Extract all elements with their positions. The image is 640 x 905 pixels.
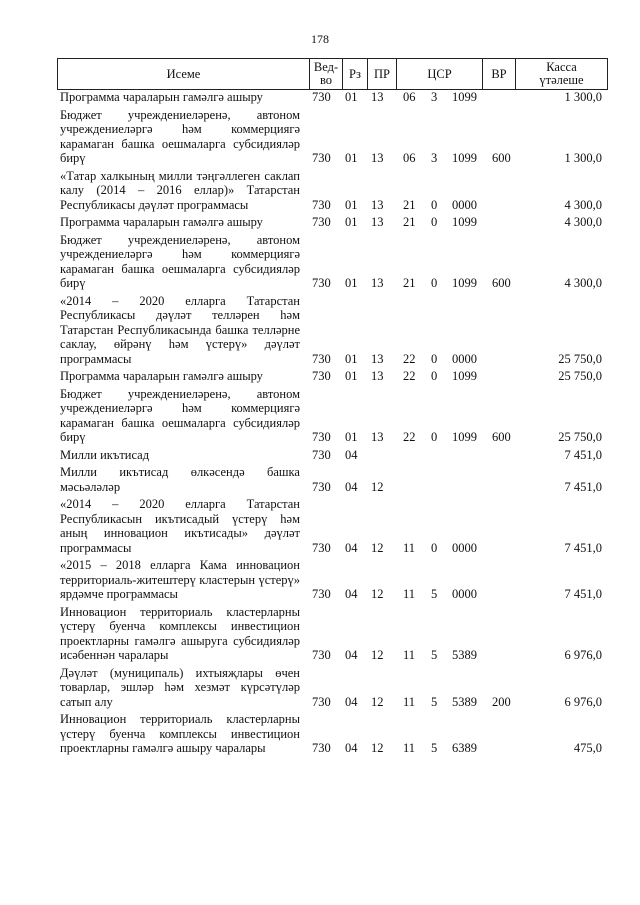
row-csr1: 21 xyxy=(403,197,416,212)
table-row xyxy=(60,90,608,105)
header-rz: Рз xyxy=(342,59,367,89)
row-rz: 01 xyxy=(345,151,358,165)
row-csr1: 11 xyxy=(403,540,416,555)
row-name: «Татар халкының милли тәңгәллеген саклап калу (2014 – 2016 еллар)» Татарстан Республикасы дәүләт программасы xyxy=(60,168,300,212)
row-rz: 01 xyxy=(345,369,358,383)
header-kassa: Касса үтәлеше xyxy=(515,59,607,89)
row-csr2: 0 xyxy=(431,351,438,366)
table-body xyxy=(60,90,608,759)
row-csr3: 1099 xyxy=(452,215,477,229)
row-ved: 730 xyxy=(312,197,331,212)
row-ved: 730 xyxy=(312,587,331,601)
row-rz: 04 xyxy=(345,741,358,755)
row-amount: 4 300,0 xyxy=(564,215,602,229)
table-row xyxy=(60,497,608,555)
table-row xyxy=(60,294,608,367)
row-csr2: 0 xyxy=(431,430,438,444)
row-vr: 600 xyxy=(492,151,511,165)
table-row xyxy=(60,558,608,602)
row-csr3: 6389 xyxy=(452,741,477,755)
table-row xyxy=(60,712,608,756)
table-row xyxy=(60,666,608,710)
row-ved: 730 xyxy=(312,430,331,444)
row-ved: 730 xyxy=(312,151,331,165)
header-ved: Вед- во xyxy=(309,59,342,89)
row-rz: 04 xyxy=(345,447,358,462)
row-csr2: 5 xyxy=(431,648,438,662)
row-pr: 12 xyxy=(371,540,384,555)
table-row xyxy=(60,108,608,166)
row-vr: 600 xyxy=(492,430,511,444)
row-csr1: 21 xyxy=(403,276,416,290)
table-row xyxy=(60,605,608,663)
table-row xyxy=(60,448,608,463)
row-rz: 01 xyxy=(345,351,358,366)
row-csr1: 06 xyxy=(403,151,416,165)
row-rz: 04 xyxy=(345,540,358,555)
row-csr3: 5389 xyxy=(452,694,477,709)
row-amount: 25 750,0 xyxy=(558,351,602,366)
row-rz: 01 xyxy=(345,430,358,444)
row-amount: 1 300,0 xyxy=(564,151,602,165)
row-amount: 6 976,0 xyxy=(564,648,602,662)
row-amount: 7 451,0 xyxy=(564,540,602,555)
row-name: Программа чараларын гамәлгә ашыру xyxy=(60,90,263,104)
row-csr2: 0 xyxy=(431,540,438,555)
row-pr: 13 xyxy=(371,215,384,229)
row-name: Дәүләт (муниципаль) ихтыяҗлары өчен товарлар, эшләр һәм хезмәт күрсәтүләр сатып алу xyxy=(60,665,300,709)
row-pr: 13 xyxy=(371,90,384,104)
row-csr2: 3 xyxy=(431,90,438,104)
row-ved: 730 xyxy=(312,694,331,709)
row-rz: 01 xyxy=(345,197,358,212)
row-csr3: 5389 xyxy=(452,648,477,662)
page-number: 178 xyxy=(311,32,329,46)
row-pr: 12 xyxy=(371,479,384,494)
header-name: Исеме xyxy=(166,66,201,81)
row-rz: 01 xyxy=(345,276,358,290)
row-csr2: 0 xyxy=(431,369,438,383)
row-csr3: 1099 xyxy=(452,369,477,383)
row-ved: 730 xyxy=(312,741,331,755)
row-csr1: 11 xyxy=(403,648,416,662)
row-name: Милли икътисад xyxy=(60,447,150,462)
row-amount: 4 300,0 xyxy=(564,276,602,290)
row-pr: 13 xyxy=(371,151,384,165)
row-csr1: 11 xyxy=(403,694,416,709)
row-ved: 730 xyxy=(312,90,331,104)
row-csr2: 5 xyxy=(431,694,438,709)
row-csr1: 22 xyxy=(403,369,416,383)
row-ved: 730 xyxy=(312,351,331,366)
row-csr2: 5 xyxy=(431,587,438,601)
row-csr3: 1099 xyxy=(452,430,477,444)
row-csr2: 3 xyxy=(431,151,438,165)
row-csr3: 0000 xyxy=(452,540,477,555)
table-header xyxy=(57,58,608,90)
row-csr2: 0 xyxy=(431,215,438,229)
row-name: «2014 – 2020 елларга Татарстан Республикасын икътисадый үстерү һәм аның инновацион икътисады» дәүләт программасы xyxy=(60,497,300,555)
row-ved: 730 xyxy=(312,447,331,462)
table-row xyxy=(60,369,608,384)
header-pr: ПР xyxy=(367,59,396,89)
header-csr: ЦСР xyxy=(396,59,482,89)
row-csr1: 06 xyxy=(403,90,416,104)
row-name: Бюджет учреждениеләренә, автоном учреждениеләргә һәм коммерциягә карамаган башка оешмаларга субсидияләр бирү xyxy=(60,107,300,165)
row-name: «2014 – 2020 елларга Татарстан Республикасы дәүләт телләрен һәм Татарстан Республикасында башка телләрне саклау, өйрәнү һәм үстерү» дәүләт программасы xyxy=(60,293,300,366)
row-rz: 04 xyxy=(345,694,358,709)
row-csr3: 1099 xyxy=(452,151,477,165)
row-csr1: 22 xyxy=(403,351,416,366)
table-row xyxy=(60,215,608,230)
row-pr: 12 xyxy=(371,587,384,601)
row-ved: 730 xyxy=(312,215,331,229)
row-amount: 4 300,0 xyxy=(564,197,602,212)
row-name: Инновацион территориаль кластерларны үстерү буенча комплексы инвестицион проектларны гамәлгә ашыруга субсидияләр исәбеннән чаралары xyxy=(60,604,300,662)
row-name: Программа чараларын гамәлгә ашыру xyxy=(60,369,263,383)
row-rz: 04 xyxy=(345,587,358,601)
row-name: Милли икътисад өлкәсендә башка мәсьәләләр xyxy=(60,465,300,494)
row-amount: 6 976,0 xyxy=(564,694,602,709)
row-csr2: 0 xyxy=(431,276,438,290)
row-name: «2015 – 2018 елларга Кама инновацион территориаль-житештерү кластерын үстерү» ярдәмче программасы xyxy=(60,558,300,601)
row-csr1: 21 xyxy=(403,215,416,229)
row-pr: 13 xyxy=(371,430,384,444)
row-csr1: 11 xyxy=(403,741,416,755)
row-name: Бюджет учреждениеләренә, автоном учреждениеләргә һәм коммерциягә карамаган башка оешмаларга субсидияләр бирү xyxy=(60,386,300,444)
row-amount: 1 300,0 xyxy=(564,90,602,104)
row-csr3: 0000 xyxy=(452,197,477,212)
row-amount: 7 451,0 xyxy=(564,587,602,601)
row-ved: 730 xyxy=(312,540,331,555)
row-csr2: 0 xyxy=(431,197,438,212)
row-ved: 730 xyxy=(312,648,331,662)
header-vr: ВР xyxy=(482,59,515,89)
row-amount: 25 750,0 xyxy=(558,369,602,383)
row-rz: 04 xyxy=(345,648,358,662)
table-row xyxy=(60,169,608,213)
row-rz: 01 xyxy=(345,90,358,104)
row-name: Программа чараларын гамәлгә ашыру xyxy=(60,215,263,229)
row-ved: 730 xyxy=(312,276,331,290)
row-csr3: 1099 xyxy=(452,276,477,290)
row-vr: 600 xyxy=(492,276,511,290)
row-amount: 25 750,0 xyxy=(558,430,602,444)
row-pr: 13 xyxy=(371,369,384,383)
row-pr: 13 xyxy=(371,197,384,212)
row-name: Бюджет учреждениеләренә, автоном учреждениеләргә һәм коммерциягә карамаган башка оешмаларга субсидияләр бирү xyxy=(60,232,300,290)
row-pr: 13 xyxy=(371,351,384,366)
table-row xyxy=(60,465,608,494)
row-ved: 730 xyxy=(312,369,331,383)
row-pr: 12 xyxy=(371,648,384,662)
row-pr: 12 xyxy=(371,694,384,709)
table-row xyxy=(60,233,608,291)
row-csr3: 1099 xyxy=(452,90,477,104)
row-name: Инновацион территориаль кластерларны үстерү буенча комплексы инвестицион проектларны гамәлгә ашыру чаралары xyxy=(60,712,300,755)
row-amount: 7 451,0 xyxy=(564,479,602,494)
row-pr: 13 xyxy=(371,276,384,290)
row-csr3: 0000 xyxy=(452,587,477,601)
row-amount: 7 451,0 xyxy=(564,447,602,462)
row-csr1: 11 xyxy=(403,587,416,601)
table-row xyxy=(60,387,608,445)
row-vr: 200 xyxy=(492,694,511,709)
row-rz: 04 xyxy=(345,479,358,494)
row-amount: 475,0 xyxy=(573,741,602,755)
row-rz: 01 xyxy=(345,215,358,229)
row-csr2: 5 xyxy=(431,741,438,755)
row-pr: 12 xyxy=(371,741,384,755)
row-csr1: 22 xyxy=(403,430,416,444)
row-csr3: 0000 xyxy=(452,351,477,366)
row-ved: 730 xyxy=(312,479,331,494)
